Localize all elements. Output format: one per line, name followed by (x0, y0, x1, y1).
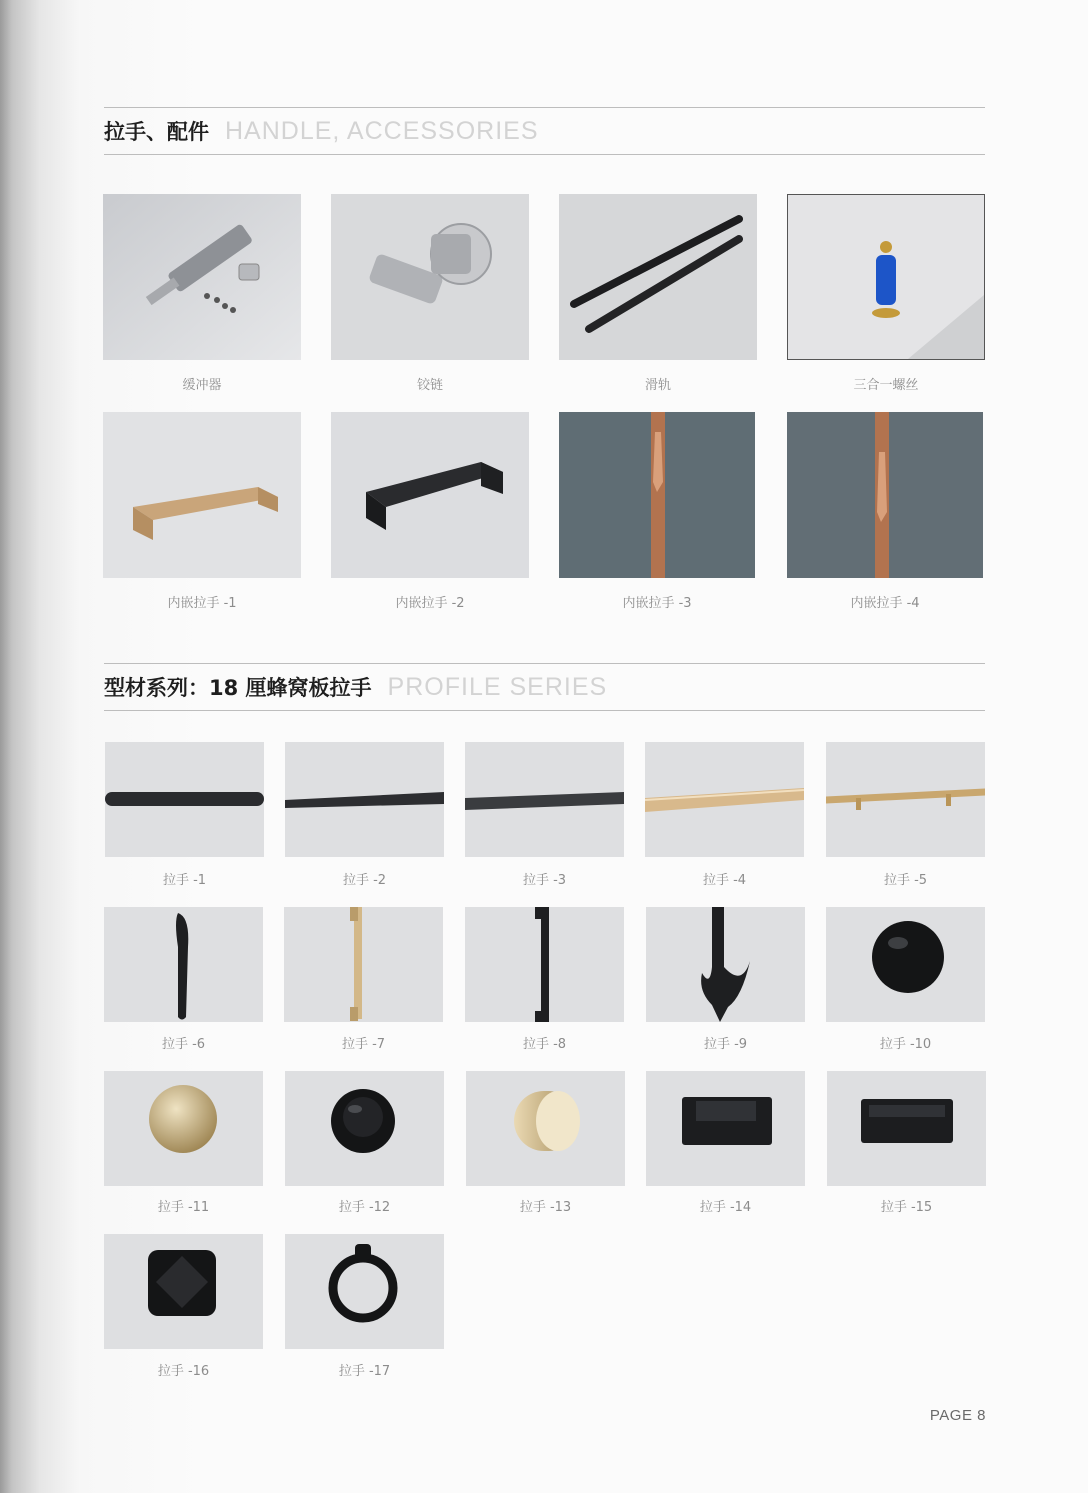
black-flush-pull-icon (646, 1071, 805, 1186)
item-caption: 拉手 -5 (883, 873, 928, 888)
item-caption: 拉手 -13 (519, 1200, 572, 1215)
black-ring-pull-icon (285, 1234, 444, 1349)
damper-icon (103, 194, 301, 360)
connector-screw-icon (787, 194, 985, 360)
section2-title-en: PROFILE SERIES (387, 673, 608, 701)
item-caption: 拉手 -2 (342, 873, 387, 888)
slide-rail-icon (559, 194, 757, 360)
section2-top-rule (104, 663, 985, 664)
section2-bottom-rule (104, 710, 985, 711)
item-caption: 拉手 -9 (703, 1037, 748, 1052)
item-caption: 内嵌拉手 -3 (622, 596, 692, 611)
gold-profile-handle-icon (103, 412, 301, 578)
section1-title (104, 116, 539, 146)
black-pull-icon (465, 907, 624, 1022)
item-caption: 拉手 -17 (338, 1364, 391, 1379)
item-caption: 缓冲器 (182, 378, 222, 393)
item-caption: 内嵌拉手 -4 (850, 596, 920, 611)
item-caption: 拉手 -7 (341, 1037, 386, 1052)
black-profile-handle-icon (331, 412, 529, 578)
black-flat-bar-handle-icon (465, 742, 624, 857)
item-caption: 拉手 -16 (157, 1364, 210, 1379)
item-caption: 拉手 -6 (161, 1037, 206, 1052)
black-curved-pull-icon (104, 907, 263, 1022)
item-caption: 内嵌拉手 -1 (167, 596, 237, 611)
black-bar-handle-icon (105, 742, 264, 857)
black-slim-bar-handle-icon (285, 742, 444, 857)
section1-title-cn: 拉手、配件 (104, 120, 209, 144)
item-caption: 拉手 -4 (702, 873, 747, 888)
item-caption: 拉手 -3 (522, 873, 567, 888)
item-caption: 铰链 (416, 378, 443, 393)
page-number: PAGE 8 (929, 1407, 986, 1424)
rose-gold-vertical-handle-icon (787, 412, 983, 578)
item-caption: 拉手 -15 (880, 1200, 933, 1215)
item-caption: 拉手 -12 (338, 1200, 391, 1215)
section1-title-en: HANDLE, ACCESSORIES (225, 117, 539, 145)
item-caption: 拉手 -10 (879, 1037, 932, 1052)
gold-cylinder-knob-icon (466, 1071, 625, 1186)
item-caption: 滑轨 (644, 378, 671, 393)
gold-pull-icon (284, 907, 443, 1022)
gold-rod-handle-icon (826, 742, 985, 857)
section1-top-rule (104, 107, 985, 108)
gold-round-knob-icon (104, 1071, 263, 1186)
item-caption: 拉手 -14 (699, 1200, 752, 1215)
hinge-icon (331, 194, 529, 360)
black-dome-knob-icon (285, 1071, 444, 1186)
item-caption: 拉手 -1 (162, 873, 207, 888)
black-recessed-pull-icon (827, 1071, 986, 1186)
black-square-knob-icon (104, 1234, 263, 1349)
section2-title-cn: 型材系列：18 厘蜂窝板拉手 (104, 676, 372, 700)
black-round-knob-icon (826, 907, 985, 1022)
black-hook-pull-icon (646, 907, 805, 1022)
rose-gold-vertical-handle-icon (559, 412, 755, 578)
item-caption: 内嵌拉手 -2 (395, 596, 465, 611)
item-caption: 拉手 -11 (157, 1200, 210, 1215)
gold-bar-handle-icon (645, 742, 804, 857)
section2-title (104, 672, 607, 702)
section1-bottom-rule (104, 154, 985, 155)
item-caption: 拉手 -8 (522, 1037, 567, 1052)
item-caption: 三合一螺丝 (853, 378, 919, 393)
